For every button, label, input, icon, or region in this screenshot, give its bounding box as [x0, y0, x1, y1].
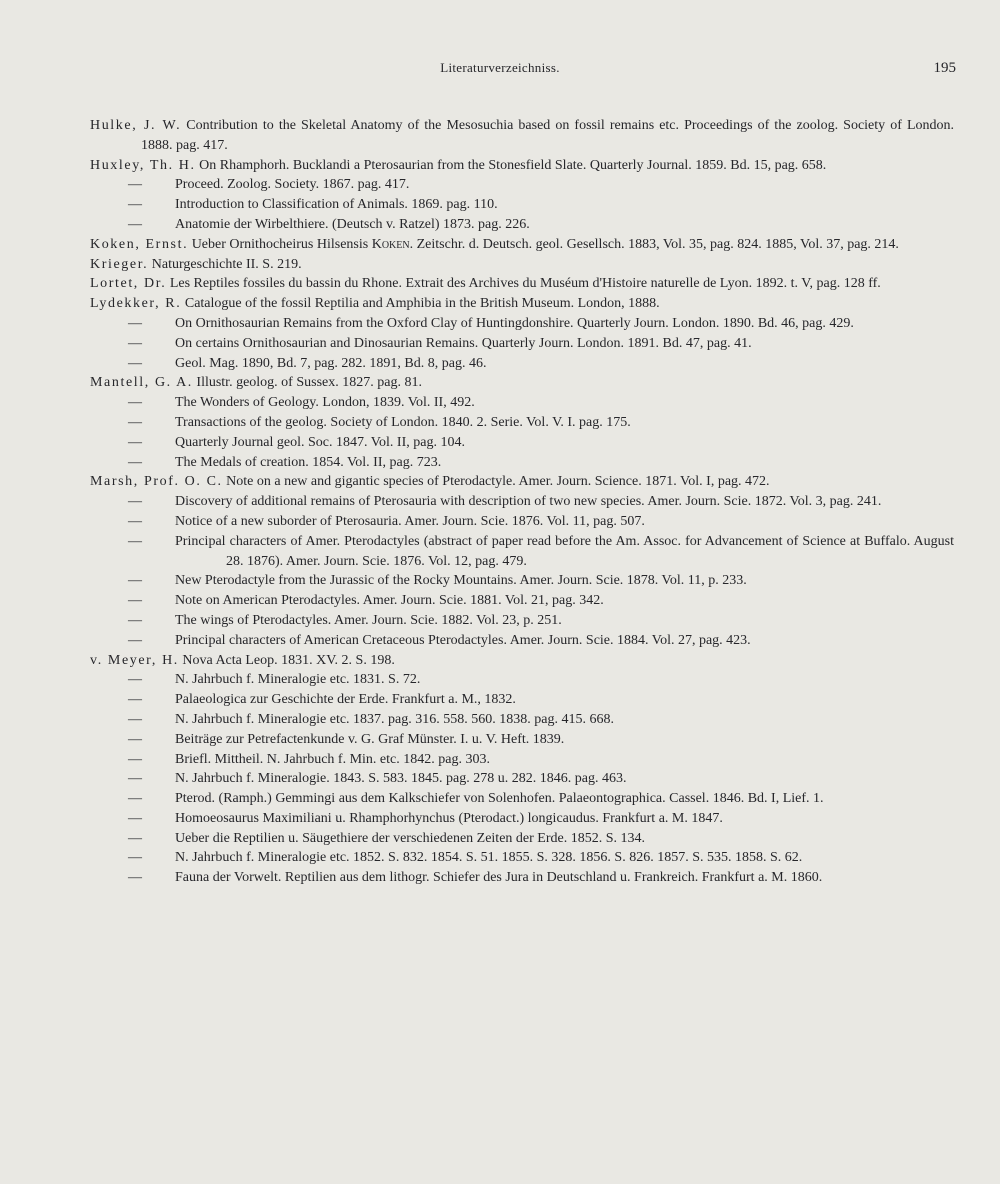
entry-text: N. Jahrbuch f. Mineralogie. 1843. S. 583. 1845. pag. 278 u. 282. 1846. pag. 463.: [175, 771, 627, 787]
bibliography-entry-continued: [90, 809, 954, 829]
bibliography-entry: [90, 255, 954, 275]
ditto-dash: —: [128, 850, 142, 866]
entry-text: Beiträge zur Petrefactenkunde v. G. Graf Münster. I. u. V. Heft. 1839.: [175, 731, 565, 747]
ditto-dash: —: [128, 454, 142, 470]
bibliography-entry-continued: [90, 631, 954, 651]
entry-author: Mantell, G. A.: [90, 375, 193, 391]
bibliography-entry: [90, 373, 954, 393]
bibliography-entry-continued: [90, 512, 954, 532]
bibliography-entry-continued: [90, 829, 954, 849]
bibliography-entry-continued: [90, 848, 954, 868]
entry-text: On Rhamphorh. Bucklandi a Pterosaurian from the Stonesfield Slate. Quarterly Journal. 1859. Bd. 15, pag. 658.: [199, 157, 827, 173]
entry-text: Proceed. Zoolog. Society. 1867. pag. 417.: [175, 177, 410, 193]
ditto-dash: —: [128, 494, 142, 510]
entry-author: v. Meyer, H.: [90, 652, 179, 668]
bibliography-entry-continued: [90, 710, 954, 730]
entry-text: Contribution to the Skeletal Anatomy of the Mesosuchia based on fossil remains etc. Proceedings of the zoolog. Society of London. 1888. pag. 417.: [141, 118, 954, 153]
running-header: Literaturverzeichniss.: [440, 60, 560, 75]
entry-author: Marsh, Prof. O. C.: [90, 474, 223, 490]
bibliography-entry-continued: [90, 670, 954, 690]
bibliography-entry-continued: [90, 571, 954, 591]
bibliography-entry-continued: [90, 215, 954, 235]
ditto-dash: —: [128, 197, 142, 213]
bibliography-entry: [90, 651, 954, 671]
entry-text: The Medals of creation. 1854. Vol. II, pag. 723.: [175, 454, 442, 470]
entry-text: Quarterly Journal geol. Soc. 1847. Vol. II, pag. 104.: [175, 434, 465, 450]
ditto-dash: —: [128, 355, 142, 371]
entry-author: Lortet, Dr.: [90, 276, 167, 292]
ditto-dash: —: [128, 593, 142, 609]
entry-text: Les Reptiles fossiles du bassin du Rhone. Extrait des Archives du Muséum d'Histoire naturelle de Lyon. 1892. t. V, pag. 128 ff.: [169, 276, 881, 292]
ditto-dash: —: [128, 315, 142, 331]
ditto-dash: —: [128, 751, 142, 767]
entry-text: Homoeosaurus Maximiliani u. Rhamphorhynchus (Pterodact.) longicaudus. Frankfurt a. M. 1847.: [175, 810, 723, 826]
ditto-dash: —: [128, 632, 142, 648]
bibliography-entry-continued: [90, 769, 954, 789]
bibliography-entry: [90, 156, 954, 176]
entry-text: Transactions of the geolog. Society of London. 1840. 2. Serie. Vol. V. I. pag. 175.: [175, 414, 631, 430]
entry-text: Ueber Ornithocheirus Hilsensis: [191, 236, 369, 252]
ditto-dash: —: [128, 414, 142, 430]
entry-text: On certains Ornithosaurian and Dinosaurian Remains. Quarterly Journ. London. 1891. Bd. 47, pag. 41.: [175, 335, 752, 351]
ditto-dash: —: [128, 395, 142, 411]
entry-text: Naturgeschichte II. S. 219.: [151, 256, 302, 272]
ditto-dash: —: [128, 771, 142, 787]
bibliography-entry-continued: [90, 393, 954, 413]
bibliography-entry-continued: [90, 314, 954, 334]
bibliography-entry: [90, 235, 954, 255]
entry-text: Note on a new and gigantic species of Pterodactyle. Amer. Journ. Science. 1871. Vol. I, pag. 472.: [226, 474, 770, 490]
entry-text: Palaeologica zur Geschichte der Erde. Frankfurt a. M., 1832.: [175, 692, 516, 708]
entry-text: Discovery of additional remains of Pterosauria with description of two new species. Amer. Journ. Scie. 1872. Vol. 3, pag. 241.: [175, 494, 882, 510]
entry-text: N. Jahrbuch f. Mineralogie etc. 1831. S. 72.: [175, 672, 421, 688]
bibliography-entry-continued: [90, 195, 954, 215]
entry-text: Geol. Mag. 1890, Bd. 7, pag. 282. 1891, Bd. 8, pag. 46.: [175, 355, 487, 371]
ditto-dash: —: [128, 711, 142, 727]
entry-text: Catalogue of the fossil Reptilia and Amphibia in the British Museum. London, 1888.: [184, 296, 660, 312]
bibliography-entry-continued: [90, 532, 954, 572]
ditto-dash: —: [128, 810, 142, 826]
ditto-dash: —: [128, 672, 142, 688]
bibliography-entry-continued: [90, 492, 954, 512]
ditto-dash: —: [128, 533, 142, 549]
ditto-dash: —: [128, 731, 142, 747]
entry-text: Anatomie der Wirbelthiere. (Deutsch v. Ratzel) 1873. pag. 226.: [175, 216, 530, 232]
bibliography-entry-continued: [90, 354, 954, 374]
ditto-dash: —: [128, 513, 142, 529]
entry-author: Lydekker, R.: [90, 296, 182, 312]
ditto-dash: —: [128, 216, 142, 232]
entry-text: The Wonders of Geology. London, 1839. Vol. II, 492.: [175, 395, 475, 411]
entry-text: Illustr. geolog. of Sussex. 1827. pag. 81.: [196, 375, 422, 391]
ditto-dash: —: [128, 573, 142, 589]
entry-text: Ueber die Reptilien u. Säugethiere der verschiedenen Zeiten der Erde. 1852. S. 134.: [175, 830, 646, 846]
page-number: 195: [933, 60, 956, 76]
bibliography-entry-continued: [90, 175, 954, 195]
ditto-dash: —: [128, 434, 142, 450]
entry-text: Fauna der Vorwelt. Reptilien aus dem lithogr. Schiefer des Jura in Deutschland u. Frankreich. Frankfurt a. M. 1860.: [175, 870, 823, 886]
entry-author: Huxley, Th. H.: [90, 157, 196, 173]
ditto-dash: —: [128, 692, 142, 708]
entry-text: New Pterodactyle from the Jurassic of the Rocky Mountains. Amer. Journ. Scie. 1878. Vol. 11, p. 233.: [175, 573, 747, 589]
entry-text: Principal characters of Amer. Pterodactyles (abstract of paper read before the Am. Assoc. for Advancement of Science at Buffalo. August 28. 1876). Amer. Journ. Scie. 1876. Vol. 12, pag. 479.: [175, 533, 954, 569]
entry-text: Briefl. Mittheil. N. Jahrbuch f. Min. etc. 1842. pag. 303.: [175, 751, 490, 767]
bibliography-entry: [90, 274, 954, 294]
entry-text: Pterod. (Ramph.) Gemmingi aus dem Kalkschiefer von Solenhofen. Palaeontographica. Cassel. 1846. Bd. I, Lief. 1.: [175, 791, 824, 807]
ditto-dash: —: [128, 791, 142, 807]
ditto-dash: —: [128, 830, 142, 846]
ditto-dash: —: [128, 870, 142, 886]
entry-author-citation: Koken: [371, 236, 410, 252]
bibliography-list: [90, 116, 954, 888]
entry-text: N. Jahrbuch f. Mineralogie etc. 1837. pag. 316. 558. 560. 1838. pag. 415. 668.: [175, 711, 614, 727]
entry-author: Koken, Ernst.: [90, 236, 189, 252]
bibliography-entry-continued: [90, 868, 954, 888]
bibliography-entry: [90, 472, 954, 492]
entry-text: N. Jahrbuch f. Mineralogie etc. 1852. S. 832. 1854. S. 51. 1855. S. 328. 1856. S. 826. 1857. S. 535. 1858. S. 62.: [175, 850, 803, 866]
bibliography-entry-continued: [90, 334, 954, 354]
bibliography-entry-continued: [90, 730, 954, 750]
entry-text: The wings of Pterodactyles. Amer. Journ. Scie. 1882. Vol. 23, p. 251.: [175, 612, 562, 628]
entry-author: Hulke, J. W.: [90, 118, 182, 133]
entry-text: On Ornithosaurian Remains from the Oxford Clay of Huntingdonshire. Quarterly Journ. London. 1890. Bd. 46, pag. 429.: [175, 315, 854, 331]
bibliography-entry-continued: [90, 789, 954, 809]
ditto-dash: —: [128, 335, 142, 351]
entry-text: . Zeitschr. d. Deutsch. geol. Gesellsch. 1883, Vol. 35, pag. 824. 1885, Vol. 37, pag. 214.: [409, 236, 899, 252]
bibliography-entry-continued: [90, 750, 954, 770]
entry-text: Introduction to Classification of Animals. 1869. pag. 110.: [175, 197, 498, 213]
bibliography-entry-continued: [90, 690, 954, 710]
bibliography-entry-continued: [90, 453, 954, 473]
bibliography-entry-continued: [90, 433, 954, 453]
ditto-dash: —: [128, 612, 142, 628]
entry-text: Nova Acta Leop. 1831. XV. 2. S. 198.: [182, 652, 395, 668]
bibliography-entry: [90, 116, 954, 156]
entry-text: Notice of a new suborder of Pterosauria. Amer. Journ. Scie. 1876. Vol. 11, pag. 507.: [175, 513, 645, 529]
entry-text: Note on American Pterodactyles. Amer. Journ. Scie. 1881. Vol. 21, pag. 342.: [175, 593, 604, 609]
ditto-dash: —: [128, 177, 142, 193]
entry-text: Principal characters of American Cretaceous Pterodactyles. Amer. Journ. Scie. 1884. Vol. 27, pag. 423.: [175, 632, 751, 648]
entry-author: Krieger.: [90, 256, 149, 272]
bibliography-entry: [90, 294, 954, 314]
bibliography-entry-continued: [90, 591, 954, 611]
bibliography-entry-continued: [90, 611, 954, 631]
bibliography-entry-continued: [90, 413, 954, 433]
